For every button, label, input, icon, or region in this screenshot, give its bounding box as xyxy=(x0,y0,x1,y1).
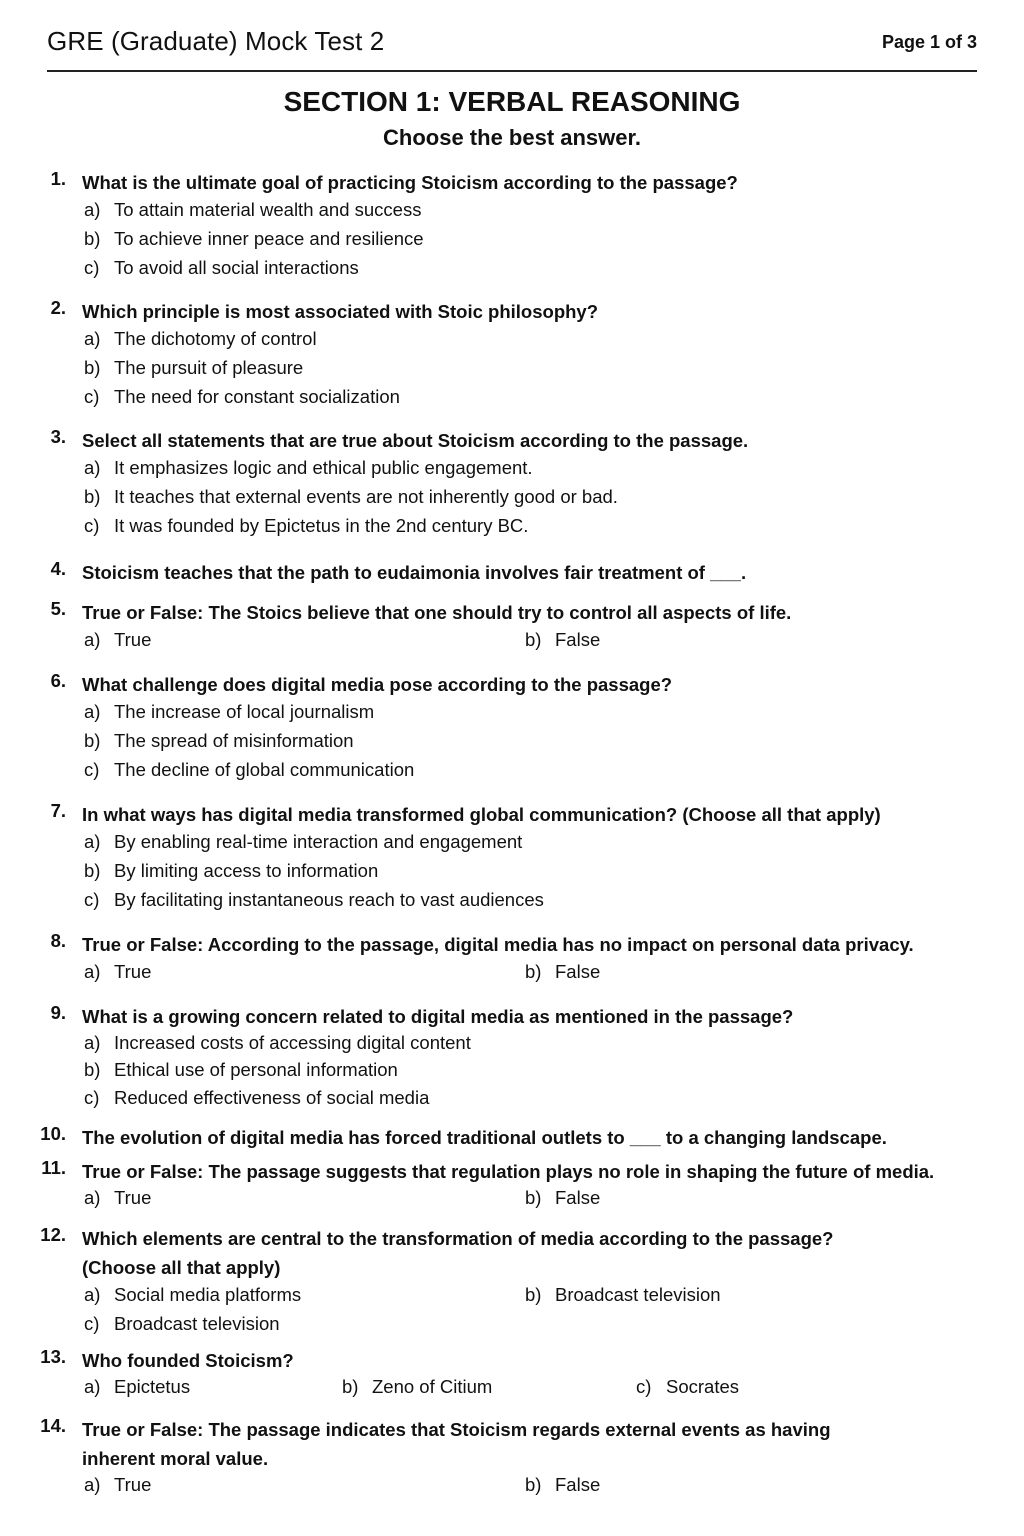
option-text: Social media platforms xyxy=(114,1284,302,1305)
question-text: In what ways has digital media transformed global communication? (Choose all that apply) xyxy=(82,804,881,825)
option-c[interactable] xyxy=(84,759,414,781)
page-header xyxy=(47,22,977,72)
option-b[interactable] xyxy=(342,1376,492,1398)
option-label: a) xyxy=(84,961,101,982)
option-text: Increased costs of accessing digital content xyxy=(114,1032,471,1053)
option-a[interactable] xyxy=(84,1474,151,1496)
question-text: True or False: The passage suggests that regulation plays no role in shaping the future of media. xyxy=(82,1161,935,1182)
option-b[interactable] xyxy=(84,228,424,250)
option-label: a) xyxy=(84,1474,101,1495)
question-number: 5. xyxy=(50,598,66,619)
option-label: a) xyxy=(84,457,101,478)
option-label: c) xyxy=(84,1087,100,1108)
option-label: a) xyxy=(84,1032,101,1053)
option-label: a) xyxy=(84,199,101,220)
option-text: The decline of global communication xyxy=(114,759,415,780)
option-text: False xyxy=(555,629,601,650)
question-text: Who founded Stoicism? xyxy=(82,1350,294,1371)
option-c[interactable] xyxy=(84,386,400,408)
option-label: b) xyxy=(525,1474,542,1495)
option-a[interactable] xyxy=(84,961,151,983)
option-b[interactable] xyxy=(525,1187,600,1209)
option-a[interactable] xyxy=(84,1284,301,1306)
option-b[interactable] xyxy=(525,961,600,983)
question-text: Stoicism teaches that the path to eudaimonia involves fair treatment of ___. xyxy=(82,562,747,583)
question-number: 2. xyxy=(50,297,66,318)
option-label: b) xyxy=(84,228,101,249)
question-text: True or False: According to the passage, digital media has no impact on personal data privacy. xyxy=(82,934,914,955)
option-a[interactable] xyxy=(84,701,374,723)
option-label: b) xyxy=(525,961,542,982)
section-title: SECTION 1: VERBAL REASONING xyxy=(283,86,741,117)
option-label: b) xyxy=(84,357,101,378)
question-text: What is a growing concern related to digital media as mentioned in the passage? xyxy=(82,1006,794,1027)
option-b[interactable] xyxy=(525,1474,600,1496)
option-label: a) xyxy=(84,1187,101,1208)
option-label: a) xyxy=(84,1284,101,1305)
option-a[interactable] xyxy=(84,1187,151,1209)
option-label: c) xyxy=(84,889,100,910)
question-number: 10. xyxy=(40,1123,66,1144)
option-label: a) xyxy=(84,328,101,349)
option-text: Zeno of Citium xyxy=(372,1376,493,1397)
option-text: Broadcast television xyxy=(114,1313,280,1334)
option-text: False xyxy=(555,961,601,982)
option-text: Ethical use of personal information xyxy=(114,1059,398,1080)
option-label: b) xyxy=(84,860,101,881)
option-a[interactable] xyxy=(84,831,522,853)
option-text: False xyxy=(555,1474,601,1495)
option-text: False xyxy=(555,1187,601,1208)
option-label: b) xyxy=(525,1284,542,1305)
question-number: 7. xyxy=(50,800,66,821)
option-c[interactable] xyxy=(84,889,544,911)
question-number: 9. xyxy=(50,1002,66,1023)
question-number: 4. xyxy=(50,558,66,579)
option-c[interactable] xyxy=(84,1087,429,1109)
option-label: b) xyxy=(84,486,101,507)
section-instructions: Choose the best answer. xyxy=(383,125,641,150)
option-text: Broadcast television xyxy=(555,1284,721,1305)
option-a[interactable] xyxy=(84,328,317,350)
option-c[interactable] xyxy=(84,1313,280,1335)
option-text: The need for constant socialization xyxy=(114,386,400,407)
option-text: True xyxy=(114,1474,152,1495)
option-label: c) xyxy=(84,515,100,536)
question-text: Select all statements that are true about Stoicism according to the passage. xyxy=(82,430,749,451)
option-label: c) xyxy=(84,1313,100,1334)
question-number: 13. xyxy=(40,1346,66,1367)
option-b[interactable] xyxy=(84,486,618,508)
question-number: 12. xyxy=(40,1224,66,1245)
option-text: Socrates xyxy=(666,1376,740,1397)
option-text: The pursuit of pleasure xyxy=(114,357,304,378)
option-label: b) xyxy=(525,1187,542,1208)
option-b[interactable] xyxy=(525,629,600,651)
option-a[interactable] xyxy=(84,629,151,651)
option-label: a) xyxy=(84,1376,101,1397)
question-number: 8. xyxy=(50,930,66,951)
page-number: Page 1 of 3 xyxy=(881,32,977,52)
option-text: To attain material wealth and success xyxy=(114,199,422,220)
option-a[interactable] xyxy=(84,199,421,221)
question-number: 11. xyxy=(41,1157,66,1178)
option-text: The increase of local journalism xyxy=(114,701,375,722)
question-text: What is the ultimate goal of practicing Stoicism according to the passage? xyxy=(82,172,738,193)
option-label: a) xyxy=(84,629,101,650)
option-text: Reduced effectiveness of social media xyxy=(114,1087,430,1108)
option-text: True xyxy=(114,629,152,650)
option-label: c) xyxy=(84,257,100,278)
option-c[interactable] xyxy=(636,1376,739,1398)
question-text: True or False: The Stoics believe that one should try to control all aspects of life. xyxy=(82,602,792,623)
document-title: GRE (Graduate) Mock Test 2 xyxy=(47,26,385,56)
option-text: By enabling real-time interaction and engagement xyxy=(114,831,523,852)
option-b[interactable] xyxy=(84,730,354,752)
question-text: True or False: The passage indicates that Stoicism regards external events as having inherent moral value. xyxy=(82,1419,831,1469)
question-text: Which elements are central to the transformation of media according to the passage? (Choose all that apply) xyxy=(82,1228,834,1278)
question-text: Which principle is most associated with Stoic philosophy? xyxy=(82,301,599,322)
option-text: True xyxy=(114,1187,152,1208)
question-number: 14. xyxy=(40,1415,66,1436)
option-label: a) xyxy=(84,701,101,722)
option-label: a) xyxy=(84,831,101,852)
option-text: It teaches that external events are not inherently good or bad. xyxy=(114,486,618,507)
option-text: Epictetus xyxy=(114,1376,191,1397)
option-label: b) xyxy=(84,1059,101,1080)
option-label: b) xyxy=(342,1376,359,1397)
option-text: True xyxy=(114,961,152,982)
option-text: The spread of misinformation xyxy=(114,730,354,751)
option-a[interactable] xyxy=(84,1376,190,1398)
option-a[interactable] xyxy=(84,1032,471,1054)
option-text: By facilitating instantaneous reach to vast audiences xyxy=(114,889,544,910)
option-b[interactable] xyxy=(525,1284,721,1306)
option-b[interactable] xyxy=(84,1059,398,1081)
option-text: To avoid all social interactions xyxy=(114,257,359,278)
option-text: The dichotomy of control xyxy=(114,328,317,349)
option-a[interactable] xyxy=(84,457,533,479)
question-number: 3. xyxy=(50,426,66,447)
option-c[interactable] xyxy=(84,257,359,279)
option-text: It was founded by Epictetus in the 2nd century BC. xyxy=(114,515,529,536)
option-text: By limiting access to information xyxy=(114,860,379,881)
question-number: 1. xyxy=(50,168,66,189)
option-text: To achieve inner peace and resilience xyxy=(114,228,424,249)
option-b[interactable] xyxy=(84,357,303,379)
option-label: c) xyxy=(84,386,100,407)
option-b[interactable] xyxy=(84,860,378,882)
option-label: c) xyxy=(84,759,100,780)
option-label: b) xyxy=(525,629,542,650)
question-number: 6. xyxy=(50,670,66,691)
option-label: c) xyxy=(636,1376,652,1397)
question-text: The evolution of digital media has forced traditional outlets to ___ to a changing landscape. xyxy=(82,1127,887,1148)
option-c[interactable] xyxy=(84,515,528,537)
option-text: It emphasizes logic and ethical public engagement. xyxy=(114,457,533,478)
question-text: What challenge does digital media pose according to the passage? xyxy=(82,674,673,695)
option-label: b) xyxy=(84,730,101,751)
